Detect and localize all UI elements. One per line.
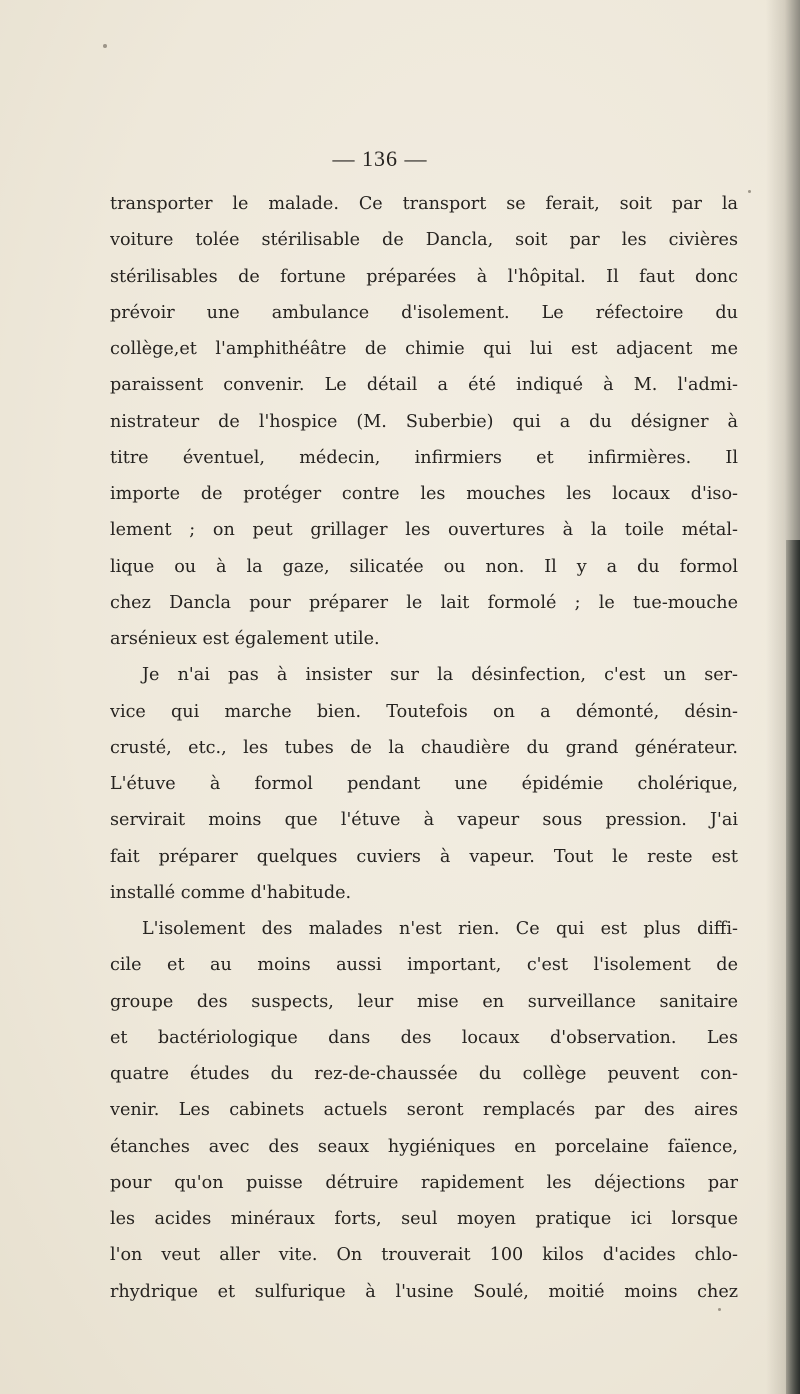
body-text xyxy=(110,186,738,1310)
paper-speck xyxy=(748,190,751,193)
text-line: et bactériologique dans des locaux d'observation. Les xyxy=(110,1027,738,1048)
text-line: L'étuve à formol pendant une épidémie cholérique, xyxy=(110,774,738,794)
binding-edge xyxy=(786,540,800,1394)
text-line: nistrateur de l'hospice (M. Suberbie) qui a du désigner à xyxy=(110,411,738,432)
text-line: crusté, etc., les tubes de la chaudière du grand générateur. xyxy=(110,737,738,758)
text-line: fait préparer quelques cuviers à vapeur. Tout le reste est xyxy=(110,846,738,867)
text-line: stérilisables de fortune préparées à l'hôpital. Il faut donc xyxy=(110,266,738,287)
text-line: installé comme d'habitude. xyxy=(110,882,352,903)
text-line: cile et au moins aussi important, c'est l'isolement de xyxy=(110,955,738,976)
text-line: rhydrique et sulfurique à l'usine Soulé, moitié moins chez xyxy=(110,1281,738,1302)
text-line: importe de protéger contre les mouches les locaux d'iso- xyxy=(110,484,738,504)
paper-speck xyxy=(103,44,107,48)
text-line: l'on veut aller vite. On trouverait 100 kilos d'acides chlo- xyxy=(110,1245,738,1266)
text-line: collège,et l'amphithéâtre de chimie qui lui est adjacent me xyxy=(110,339,738,359)
text-line: les acides minéraux forts, seul moyen pratique ici lorsque xyxy=(110,1209,738,1229)
text-line: L'isolement des malades n'est rien. Ce qui est plus diffi- xyxy=(142,919,738,939)
page-number-header: — 136 — xyxy=(332,146,428,171)
text-line: étanches avec des seaux hygiéniques en porcelaine faïence, xyxy=(110,1136,738,1157)
text-line: transporter le malade. Ce transport se ferait, soit par la xyxy=(110,194,738,214)
text-line: voiture tolée stérilisable de Dancla, soit par les civières xyxy=(110,230,738,251)
text-line: Je n'ai pas à insister sur la désinfection, c'est un ser- xyxy=(142,665,738,686)
text-line: paraissent convenir. Le détail a été indiqué à M. l'admi- xyxy=(110,375,738,396)
text-line: prévoir une ambulance d'isolement. Le réfectoire du xyxy=(110,302,738,323)
text-line: quatre études du rez-de-chaussée du collège peuvent con- xyxy=(110,1064,738,1084)
text-line: venir. Les cabinets actuels seront remplacés par des aires xyxy=(110,1100,738,1121)
text-line: arsénieux est également utile. xyxy=(110,629,380,649)
text-line: groupe des suspects, leur mise en surveillance sanitaire xyxy=(110,991,738,1012)
text-line: chez Dancla pour préparer le lait formolé ; le tue-mouche xyxy=(110,592,738,613)
text-line: servirait moins que l'étuve à vapeur sous pression. J'ai xyxy=(110,810,738,831)
text-line: titre éventuel, médecin, infirmiers et infirmières. Il xyxy=(110,447,738,468)
text-line: lique ou à la gaze, silicatée ou non. Il y a du formol xyxy=(110,556,738,577)
text-line: vice qui marche bien. Toutefois on a démonté, désin- xyxy=(110,701,738,722)
text-line: pour qu'on puisse détruire rapidement les déjections par xyxy=(110,1172,738,1193)
text-line: lement ; on peut grillager les ouvertures à la toile métal- xyxy=(110,520,738,541)
